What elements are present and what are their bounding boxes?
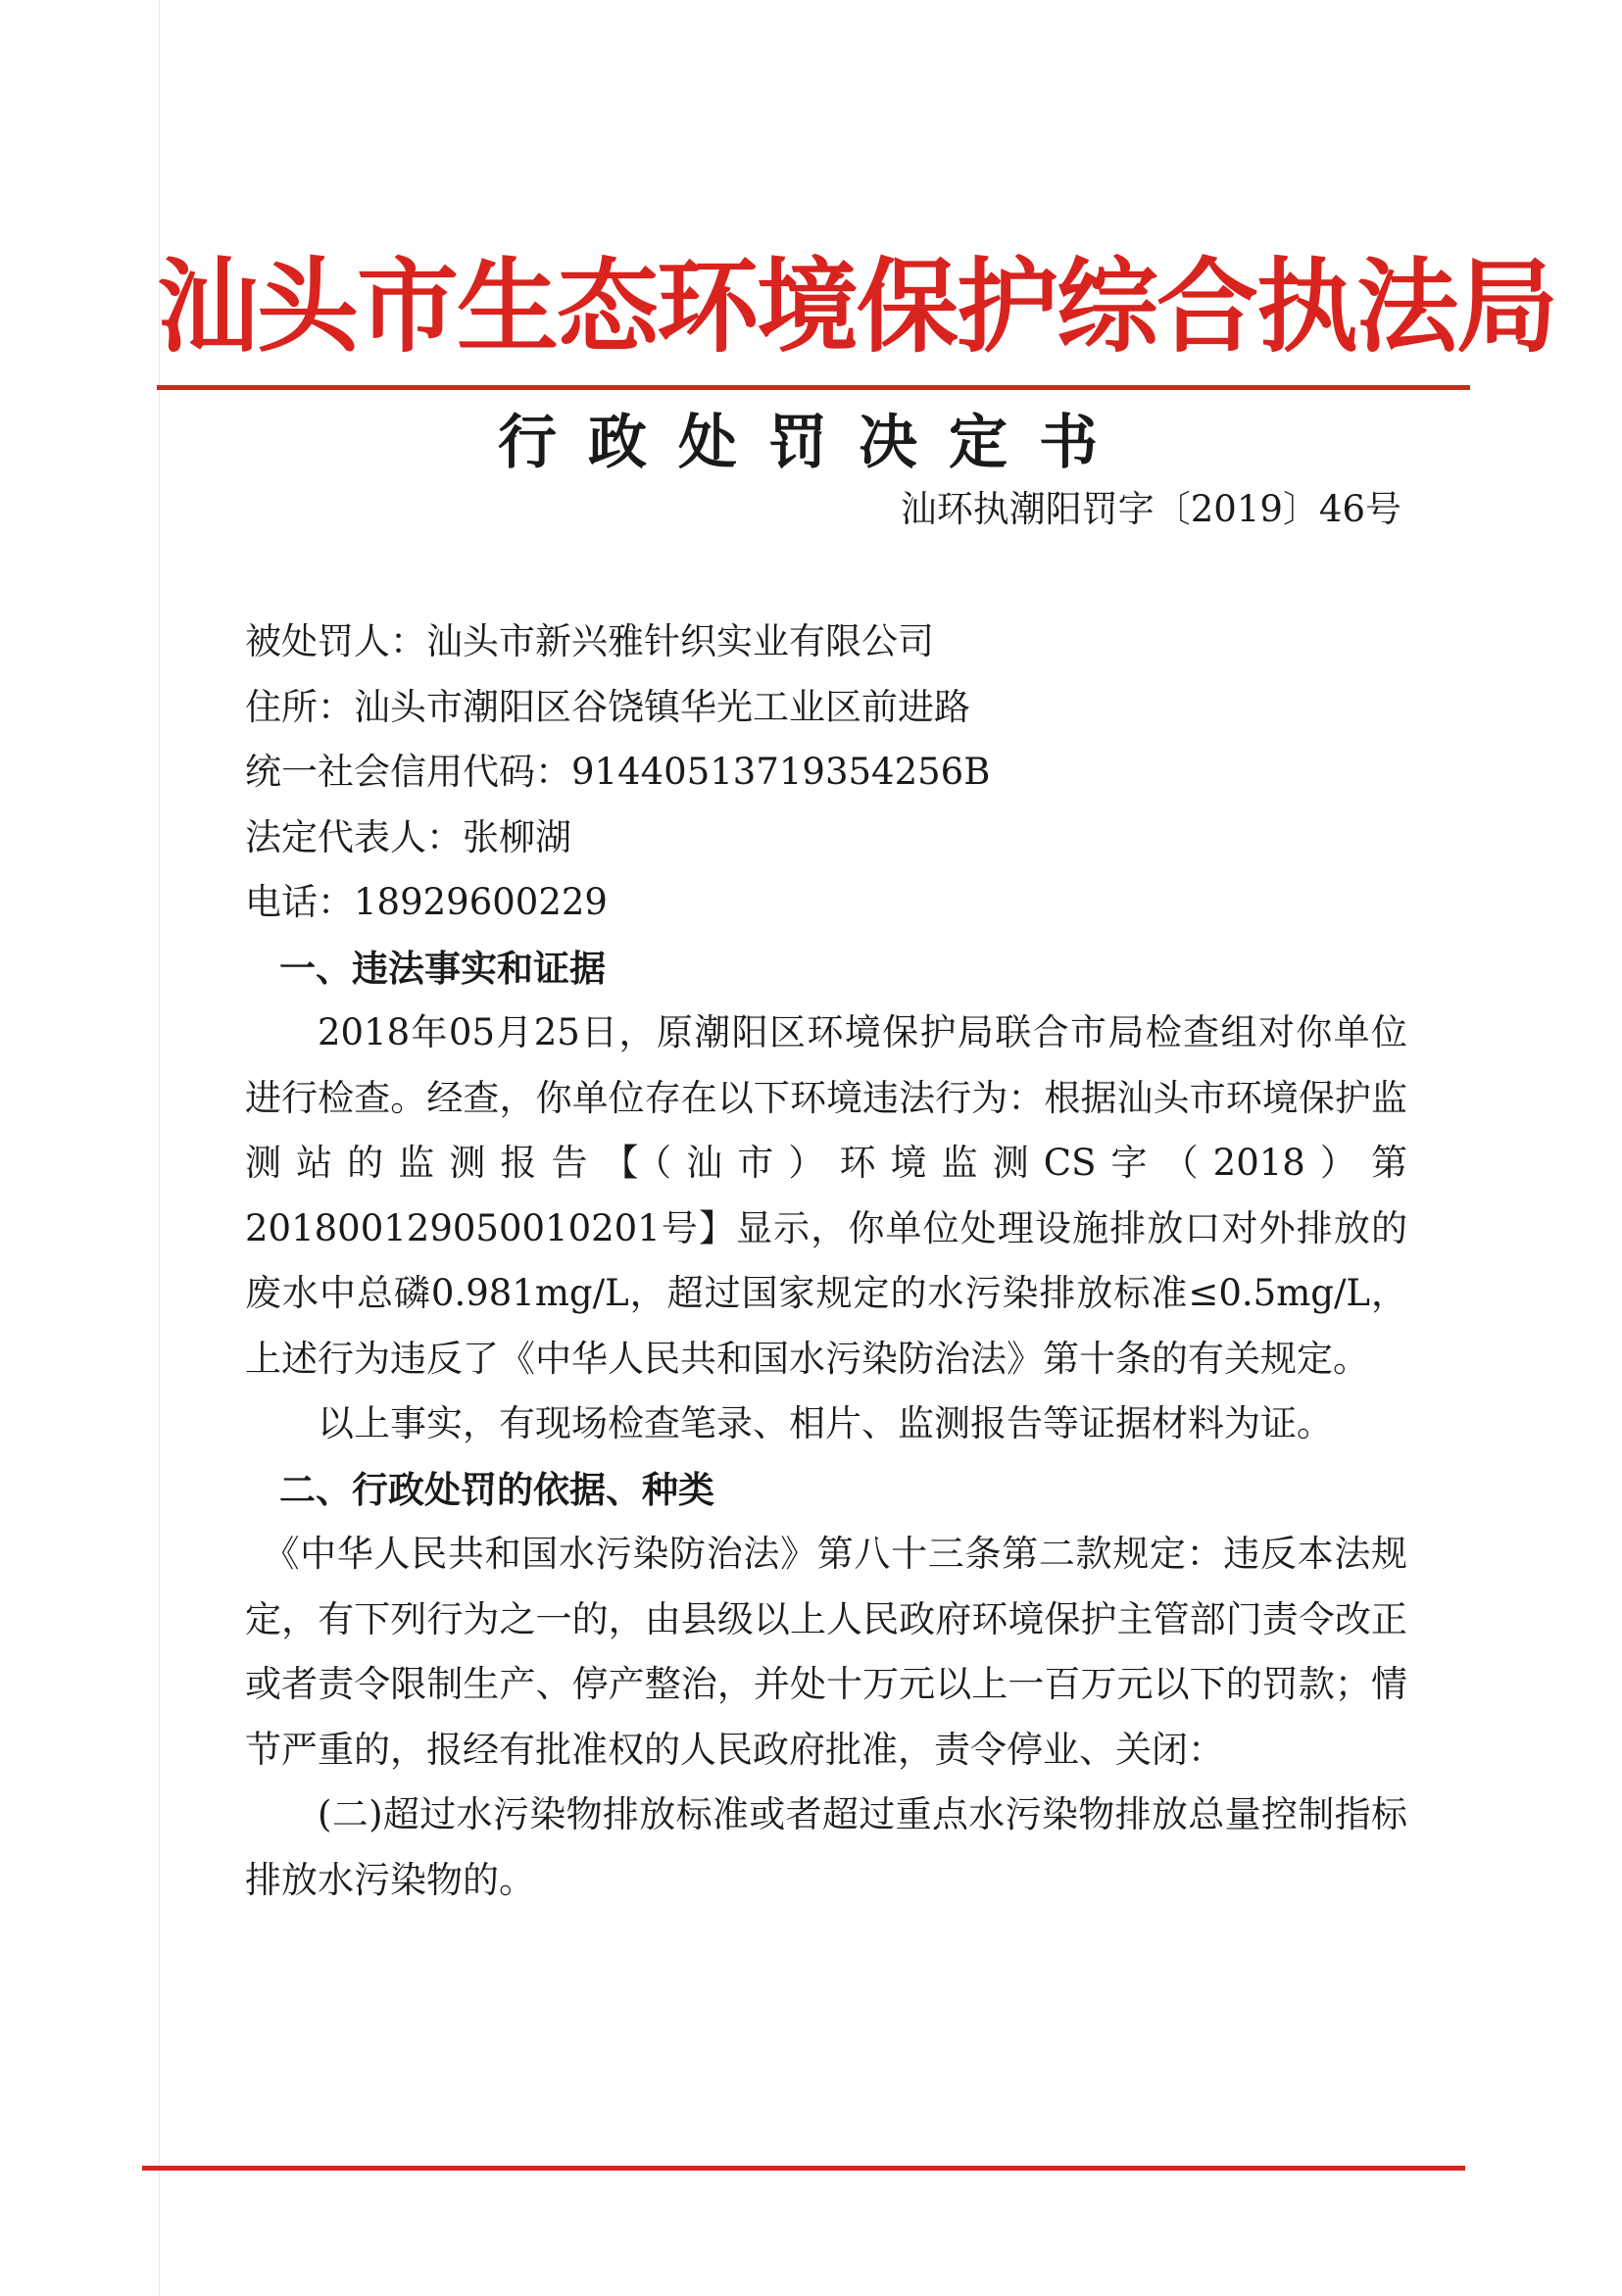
facts-paragraph: 2018年05月25日，原潮阳区环境保护局联合市局检查组对你单位进行检查。经查，你单位存在以下环境违法行为：根据汕头市环境保护监测站的监测报告【（汕市）环境监测CS字（2018）第20180012905001020​1号】显示，你单位处理设施排放口对外排放的废水中总磷0.981mg/L，超过国家规定的水污染排放标准≤0.5mg/L，上述行为违反了《中华人民共和国水污染防治法》第十条的有关规定。 (245, 1011, 1407, 1380)
document-type-title: 行政处罚决定书 (498, 409, 1129, 477)
footer-red-rule (142, 2166, 1465, 2171)
section-heading-facts: 一、违法事实和证据 (279, 946, 606, 990)
party-representative-line: 法定代表人：张柳湖 (245, 815, 571, 858)
header-red-rule (157, 385, 1470, 390)
party-address-line: 住所：汕头市潮阳区谷饶镇华光工业区前进路 (245, 685, 970, 728)
evidence-paragraph: 以上事实，有现场检查笔录、相片、监测报告等证据材料为证。 (318, 1402, 1333, 1444)
legal-basis-item-2: (二)超过水污染物排放标准或者超过重点水污染物排放总量控制指标排放水污染物的。 (245, 1793, 1407, 1901)
legal-basis-paragraph: 《中华人民共和国水污染防治法》第八十三条第二款规定：违反本法规定，有下列行为之一的，由县级以上人民政府环境保护主管部门责令改正或者责令限制生产、停产整治，并处十万元以上一百万元以下的罚款；情节严重的，报经有批准权的人民政府批准，责令停业、关闭： (245, 1533, 1407, 1771)
section-heading-basis: 二、行政处罚的依据、种类 (279, 1467, 714, 1511)
party-phone-line: 电话：18929600229 (245, 881, 608, 923)
document-number: 汕环执潮阳罚字〔2019〕46号 (900, 488, 1401, 530)
party-name-line: 被处罚人：汕头市新兴雅针织实业有限公司 (245, 620, 934, 662)
party-credit-code-line: 统一社会信用代码：91440513719354256B (245, 751, 991, 793)
org-name: 汕头市生态环境保护综合执法局 (157, 246, 1557, 366)
document-body (245, 610, 1407, 1913)
